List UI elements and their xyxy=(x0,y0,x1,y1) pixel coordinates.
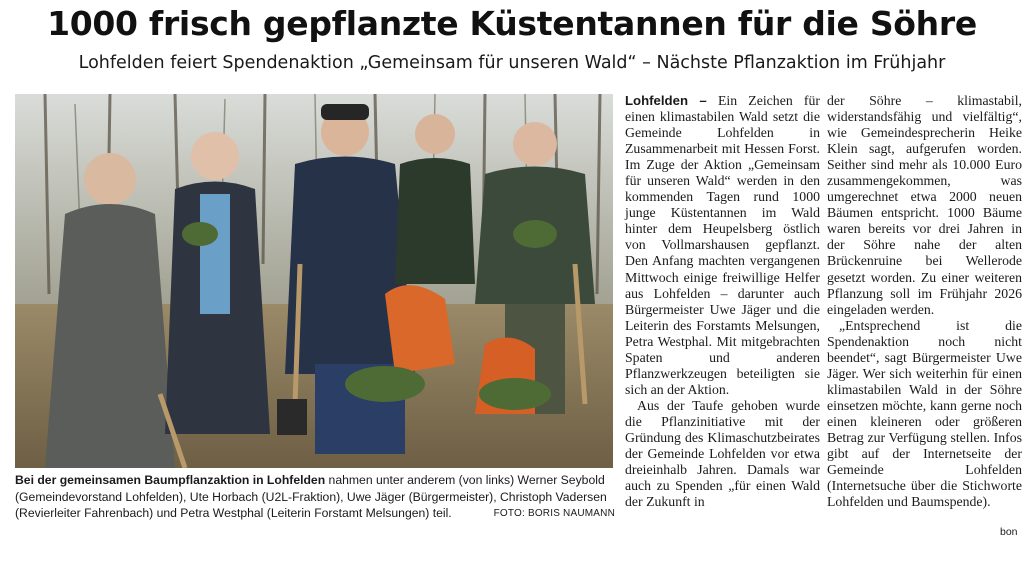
subheadline: Lohfelden feiert Spendenaktion „Gemeinsam für unseren Wald“ – Nächste Pflanzaktion im Frühjahr xyxy=(78,53,946,73)
caption-lead: Bei der gemeinsamen Baumpflanzaktion in Lohfelden xyxy=(15,473,326,487)
paragraph-2-continued: der Söhre – klimastabil, widerstandsfähig und vielfältig“, wie Gemeindesprecherin Heike Klein sagt, aufgerufen worden. Seither sind mehr als 10.000 Euro zusammengekommen, was umgerechnet etwa 2000 neuen Bäumen entspricht. 1000 Bäume waren bereits vor drei Jahren in der Söhre nahe der alten Brückenruine bei Wellerode gesetzt worden. Zu einer weiteren Pflanzung soll im Frühjahr 2026 eingeladen werden. xyxy=(827,93,1022,317)
photo-caption xyxy=(15,472,615,523)
photo-credit: FOTO: BORIS NAUMANN xyxy=(493,508,615,519)
photo-illustration xyxy=(15,94,613,468)
dateline: Lohfelden – xyxy=(625,93,707,108)
paragraph-2-start: Aus der Taufe gehoben wurde die Pflanzinitiative mit der Gründung des Klimaschutzbeirates der Gemeinde Lohfelden vor etwa dreieinhalb Jahren. Damals war auch zu Spenden „für einen Wald der Zukunft in xyxy=(625,397,820,510)
article-column-2 xyxy=(827,93,1022,510)
headline: 1000 frisch gepflanzte Küstentannen für die Söhre xyxy=(47,4,977,43)
article-column-1 xyxy=(625,93,820,510)
paragraph-3: „Entsprechend ist die Spendenaktion noch nicht beendet“, sagt Bürgermeister Uwe Jäger. Wer sich weiterhin für einen klimastabilen Wald in der Söhre einsetzen möchte, kann gerne noch einen kleineren oder größeren Betrag zur Verfügung stellen. Infos gibt auf der Internetseite der Gemeinde Lohfelden (Internetsuche über die Stichworte Lohfelden und Baumspende). xyxy=(827,317,1022,510)
paragraph-1: Ein Zeichen für einen klimastabilen Wald setzt die Gemeinde Lohfelden in Zusammenarbeit mit Hessen Forst. Im Zuge der Aktion „Gemeinsam für unseren Wald“ werden in den kommenden Tagen rund 1000 junge Küstentannen im Wald hinter dem Heupelsberg östlich von Vollmarshausen gepflanzt. Den Anfang machten vergangenen Mittwoch einige freiwillige Helfer aus Lohfelden – darunter auch Bürgermeister Uwe Jäger und die Leiterin des Forstamts Melsungen, Petra Westphal. Mit mitgebrachten Spaten und anderen Pflanzwerkzeugen beteiligten sie sich an der Aktion. xyxy=(625,93,820,397)
article-photo xyxy=(15,94,613,468)
caption-text: nahmen unter anderem (von links) Werner Seybold (Gemeindevorstand Lohfelden), Ute Horbach (U2L-Fraktion), Uwe Jäger (Bürgermeister), Christoph Vadersen (Revierleiter Fahrenbach) und Petra Westphal (Leiterin Forstamt Melsungen) teil. xyxy=(15,473,607,520)
author-signature: bon xyxy=(1000,526,1018,538)
